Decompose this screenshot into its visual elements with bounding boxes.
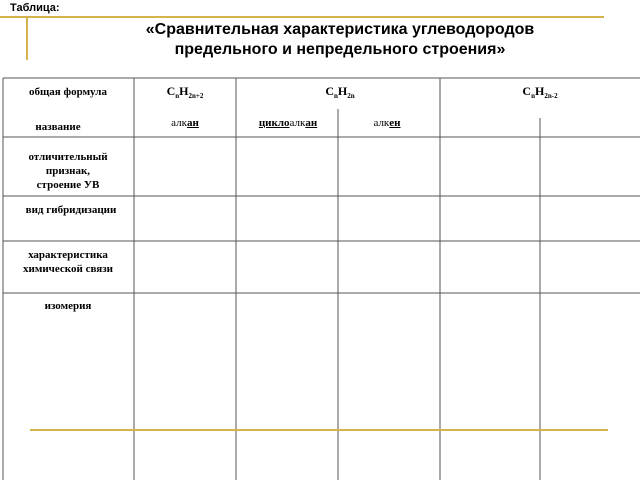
row-label-feature-line2: признак,	[45, 165, 91, 177]
row-label-hybridization: вид гибридизации	[25, 204, 117, 216]
title-line-1: «Сравнительная характеристика углеводородов	[145, 21, 535, 38]
row-label-bond-line2: химической связи	[23, 263, 113, 275]
name-alkene: алкен	[373, 117, 401, 129]
row-label-bond	[8, 248, 128, 276]
title-line-2: предельного и непредельного строения»	[174, 41, 506, 58]
name-alkane: алкан	[171, 117, 199, 129]
table-label: Таблица:	[10, 2, 60, 14]
row-label-name: название	[35, 121, 81, 133]
formula-alkenes: $C_nH_{2n}$	[325, 84, 355, 100]
row-label-feature	[8, 150, 128, 192]
decor-line-bottom	[30, 429, 608, 431]
name-cycloalkane: циклоалкан	[258, 117, 318, 129]
formula-alkynes: $C_nH_{2n-2}$	[522, 84, 558, 100]
formula-alkanes: $C_nH_{2n+2}$	[166, 84, 204, 100]
row-label-formula: общая формула	[29, 86, 107, 98]
row-label-feature-line3: строение УВ	[36, 179, 100, 191]
row-label-isomerism: изомерия	[44, 300, 92, 312]
row-label-feature-line1: отличительный	[28, 151, 108, 163]
row-label-bond-line1: характеристика	[28, 249, 108, 261]
